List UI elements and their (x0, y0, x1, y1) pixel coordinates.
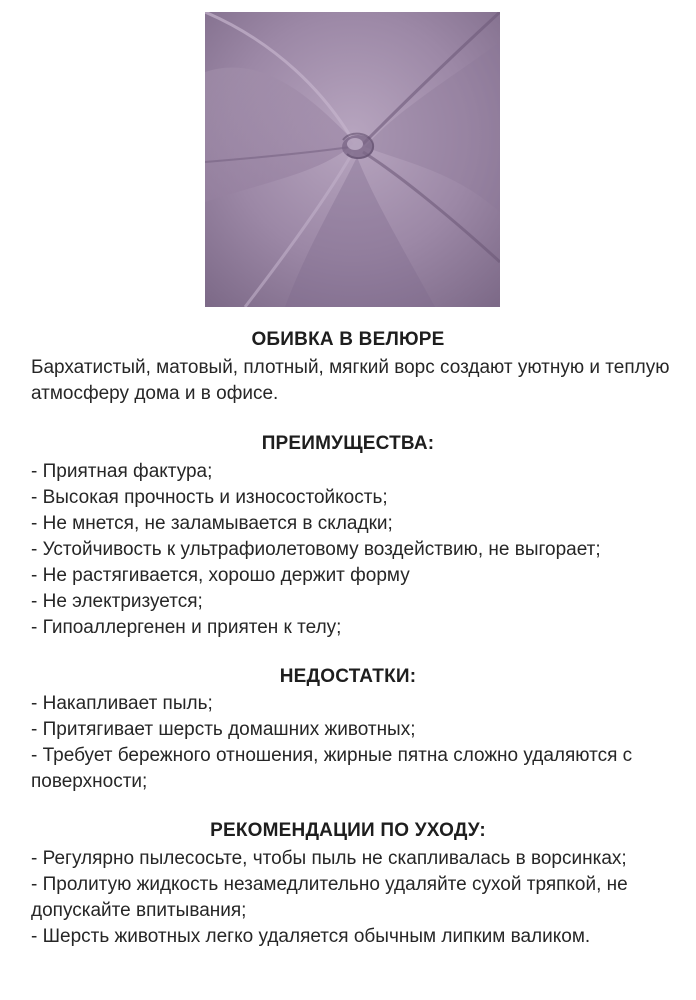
fabric-swirl-image (205, 12, 500, 307)
fabric-swirl-graphic (205, 12, 500, 307)
list-item: - Не растягивается, хорошо держит форму (31, 565, 410, 586)
list-item: - Не электризуется; (31, 591, 203, 612)
list-item: - Устойчивость к ультрафиолетовому воздействию, не выгорает; (31, 539, 601, 560)
velour-description: Бархатистый, матовый, плотный, мягкий ворс создают уютную и теплую атмосферу дома и в офисе. (31, 357, 670, 404)
list-item: - Притягивает шерсть домашних животных; (31, 719, 416, 740)
list-item: - Регулярно пылесосьте, чтобы пыль не скапливалась в ворсинках; (31, 848, 627, 869)
list-item: - Пролитую жидкость незамедлительно удаляйте сухой тряпкой, не допускайте впитывания; (31, 874, 628, 921)
care-heading: РЕКОМЕНДАЦИИ ПО УХОДУ: (210, 820, 486, 841)
disadvantages-list (31, 691, 681, 795)
list-item: - Не мнется, не заламывается в складки; (31, 513, 393, 534)
list-item: - Гипоаллергенен и приятен к телу; (31, 617, 342, 638)
list-item: - Накапливает пыль; (31, 693, 213, 714)
advantages-list (31, 459, 681, 641)
list-item: - Шерсть животных легко удаляется обычным липким валиком. (31, 926, 591, 947)
disadvantages-heading: НЕДОСТАТКИ: (279, 666, 417, 687)
velour-heading: ОБИВКА В ВЕЛЮРЕ (251, 329, 445, 350)
list-item: - Приятная фактура; (31, 461, 213, 482)
list-item: - Высокая прочность и износостойкость; (31, 487, 388, 508)
list-item: - Требует бережного отношения, жирные пятна сложно удаляются с поверхности; (31, 745, 633, 792)
advantages-heading: ПРЕИМУЩЕСТВА: (261, 433, 435, 454)
care-list (31, 846, 681, 950)
